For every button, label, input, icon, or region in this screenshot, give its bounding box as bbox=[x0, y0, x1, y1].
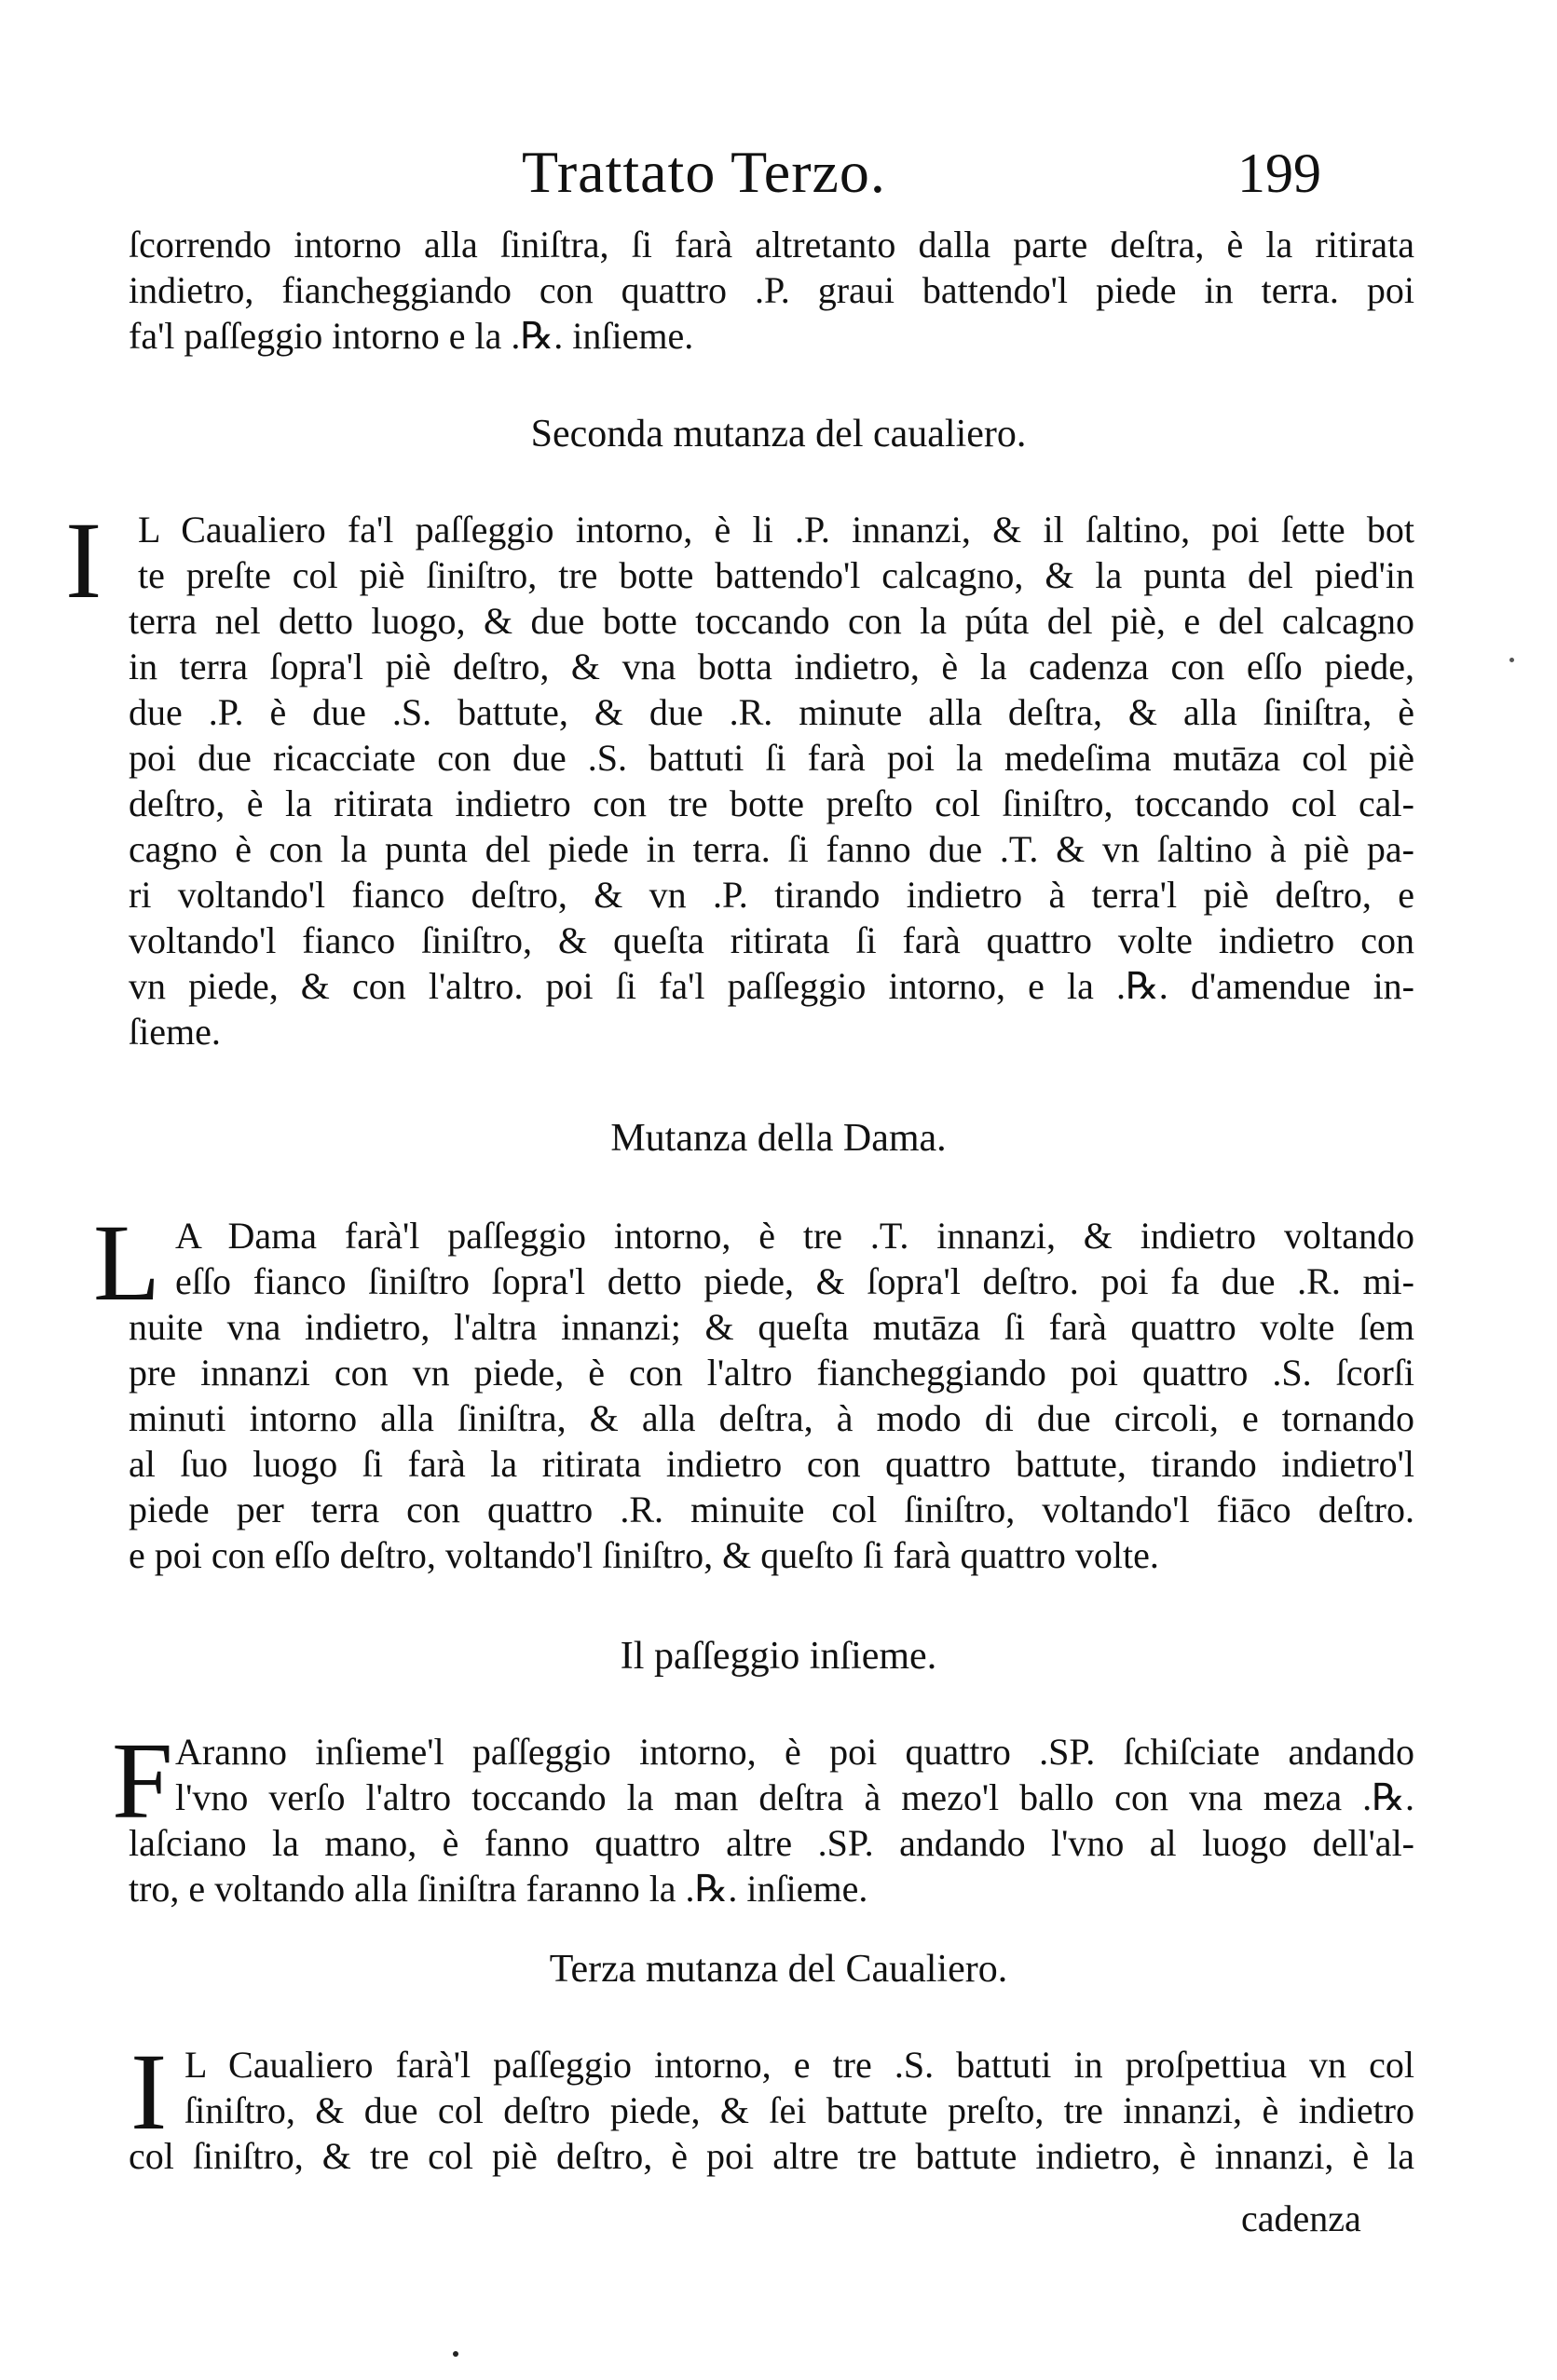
text-line: ſiniſtro, & due col deſtro piede, & ſei battute preſto, tre innanzi, è indietro bbox=[184, 2089, 1414, 2131]
text-line: poi due ricacciate con due .S. battuti ſi farà poi la medeſima mutāza col piè bbox=[129, 737, 1414, 779]
drop-cap-initial: I bbox=[130, 2031, 168, 2153]
text-line: in terra ſopra'l piè deſtro, & vna botta indietro, è la cadenza con eſſo piede, bbox=[129, 646, 1414, 687]
text-line: L Caualiero fa'l paſſeggio intorno, è li .P. innanzi, & il ſaltino, poi ſette bot bbox=[138, 509, 1414, 551]
section-heading: Seconda mutanza del caualiero. bbox=[530, 413, 1027, 456]
text-line: voltando'l fianco ſiniſtro, & queſta ritirata ſi farà quattro volte indietro con bbox=[129, 919, 1414, 961]
text-line: piede per terra con quattro .R. minuite col ſiniſtro, voltando'l fiāco deſtro. bbox=[129, 1489, 1414, 1530]
opening-paragraph bbox=[129, 222, 1414, 359]
text-line: e poi con eſſo deſtro, voltando'l ſiniſtro, & queſto ſi farà quattro volte. bbox=[129, 1534, 1159, 1576]
section-heading: Terza mutanza del Caualiero. bbox=[549, 1948, 1008, 1991]
drop-cap-initial: I bbox=[65, 499, 102, 621]
text-line: minuti intorno alla ſiniſtra, & alla deſtra, à modo di due circoli, e tornando bbox=[129, 1397, 1414, 1439]
text-line: L Caualiero farà'l paſſeggio intorno, e tre .S. battuti in proſpettiua vn col bbox=[184, 2044, 1414, 2086]
section-paragraph bbox=[129, 507, 1414, 1054]
text-line: al ſuo luogo ſi farà la ritirata indietro con quattro battute, tirando indietro'l bbox=[129, 1443, 1414, 1485]
text-line: Aranno inſieme'l paſſeggio intorno, è poi quattro .SP. ſchiſciate andando bbox=[175, 1731, 1414, 1773]
text-line: nuite vna indietro, l'altra innanzi; & queſta mutāza ſi farà quattro volte ſem bbox=[129, 1306, 1414, 1348]
text-line: indietro, fiancheggiando con quattro .P. graui battendo'l piede in terra. poi bbox=[129, 269, 1414, 311]
text-line: vn piede, & con l'altro. poi ſi fa'l paſſeggio intorno, e la .℞. d'amendue in- bbox=[129, 965, 1414, 1007]
text-line: eſſo fianco ſiniſtro ſopra'l detto piede, & ſopra'l deſtro. poi fa due .R. mi- bbox=[175, 1260, 1414, 1302]
section-paragraph bbox=[129, 1729, 1414, 1911]
text-line: A Dama farà'l paſſeggio intorno, è tre .T. innanzi, & indietro voltando bbox=[175, 1215, 1414, 1257]
text-line: tro, e voltando alla ſiniſtra faranno la .℞. inſieme. bbox=[129, 1868, 868, 1910]
text-line: terra nel detto luogo, & due botte toccando con la púta del piè, e del calcagno bbox=[129, 600, 1414, 642]
text-line: due .P. è due .S. battute, & due .R. minute alla deſtra, & alla ſiniſtra, è bbox=[129, 691, 1414, 733]
text-line: laſciano la mano, è fanno quattro altre .SP. andando l'vno al luogo dell'al- bbox=[129, 1822, 1414, 1864]
section-paragraph bbox=[129, 2031, 1414, 2179]
text-line: cagno è con la punta del piede in terra. ſi fanno due .T. & vn ſaltino à piè pa- bbox=[129, 828, 1414, 870]
text-line: ſcorrendo intorno alla ſiniſtra, ſi farà altretanto dalla parte deſtra, è la ritirata bbox=[129, 224, 1414, 265]
section-heading: Mutanza della Dama. bbox=[610, 1117, 947, 1160]
section-heading: Il paſſeggio inſieme. bbox=[620, 1635, 937, 1678]
text-line: ri voltando'l fianco deſtro, & vn .P. tirando indietro à terra'l piè deſtro, e bbox=[129, 874, 1414, 916]
page-number: 199 bbox=[1237, 143, 1321, 204]
text-line: deſtro, è la ritirata indietro con tre botte preſto col ſiniſtro, toccando col cal- bbox=[129, 782, 1414, 824]
drop-cap-initial: L bbox=[93, 1202, 161, 1324]
drop-cap-initial: F bbox=[112, 1720, 173, 1842]
catchword: cadenza bbox=[1241, 2197, 1361, 2239]
print-speck bbox=[453, 2351, 458, 2357]
print-speck bbox=[1509, 658, 1514, 662]
text-line: col ſiniſtro, & tre col piè deſtro, è poi altre tre battute indietro, è innanzi, è la bbox=[129, 2135, 1414, 2177]
text-line: ſieme. bbox=[129, 1011, 221, 1053]
running-title: Trattato Terzo. bbox=[522, 139, 886, 205]
text-line: te preſte col piè ſiniſtro, tre botte battendo'l calcagno, & la punta del pied'in bbox=[138, 554, 1414, 596]
text-line: pre innanzi con vn piede, è con l'altro fiancheggiando poi quattro .S. ſcorſi bbox=[129, 1352, 1414, 1394]
page-header bbox=[0, 138, 1557, 212]
text-line: l'vno verſo l'altro toccando la man deſtra à mezo'l ballo con vna meza .℞. bbox=[175, 1776, 1414, 1818]
text-line: fa'l paſſeggio intorno e la .℞. inſieme. bbox=[129, 315, 694, 357]
section-paragraph bbox=[129, 1213, 1414, 1578]
